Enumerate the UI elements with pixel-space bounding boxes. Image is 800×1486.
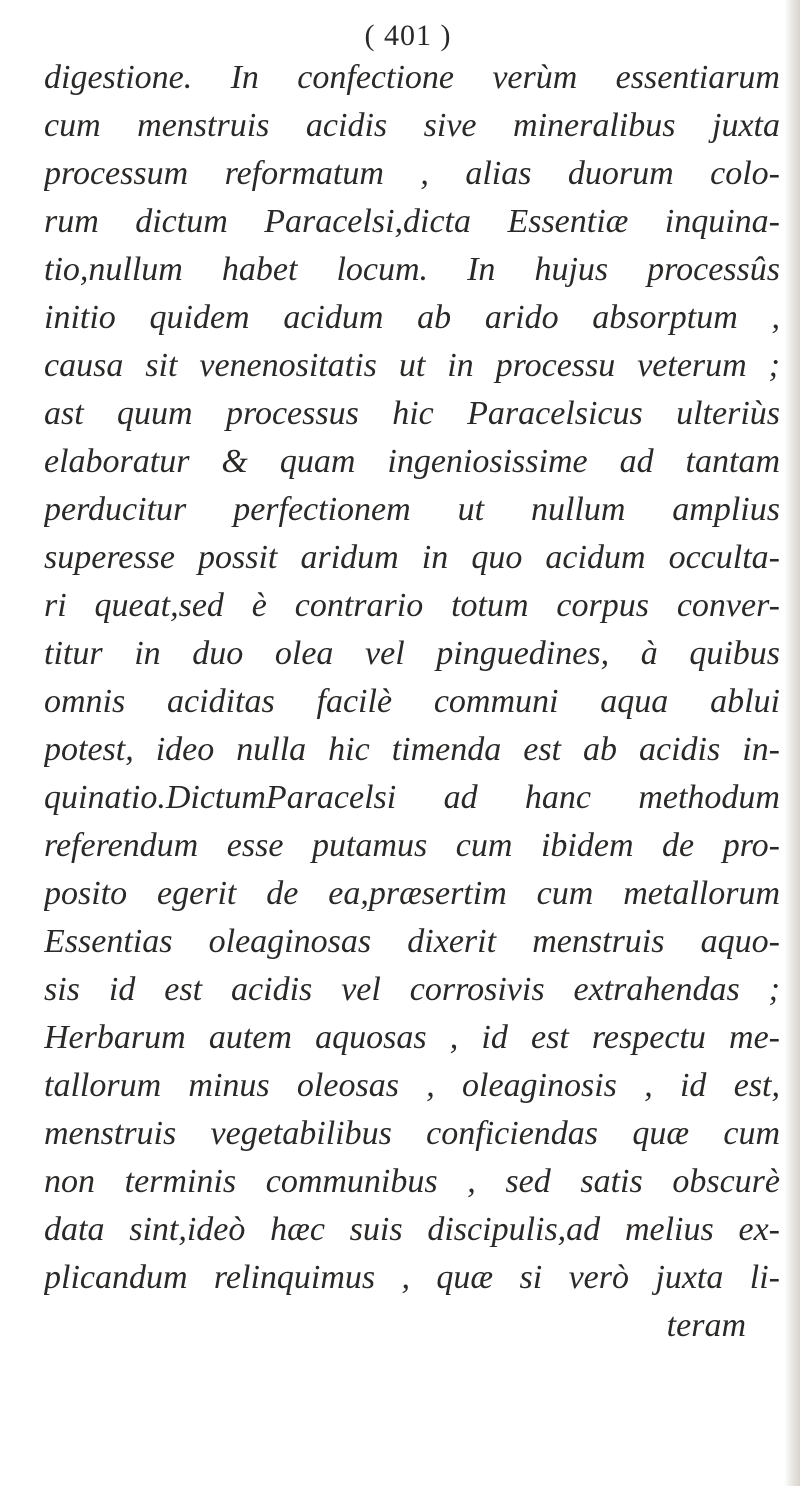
text-line: menstruis vegetabilibus conficiendas quæ cum <box>44 1115 780 1152</box>
text-line: superesse possit aridum in quo acidum occulta- <box>44 539 780 576</box>
text-line: Herbarum autem aquosas , id est respectu me- <box>44 1019 780 1056</box>
text-line: non terminis communibus , sed satis obscurè <box>44 1163 780 1200</box>
text-line: titur in duo olea vel pinguedines, à quibus <box>44 635 780 672</box>
text-line: data sint,ideò hæc suis discipulis,ad melius ex- <box>44 1211 780 1248</box>
text-line: posito egerit de ea,præsertim cum metallorum <box>44 875 780 912</box>
text-line: potest, ideo nulla hic timenda est ab acidis in- <box>44 731 780 768</box>
text-line: digestione. In confectione verùm essentiarum <box>44 59 780 96</box>
text-line: rum dictum Paracelsi,dicta Essentiæ inquina- <box>44 203 780 240</box>
page-number: ( 401 ) <box>364 19 452 52</box>
text-line: processum reformatum , alias duorum colo- <box>44 155 780 192</box>
text-line: ast quum processus hic Paracelsicus ulteriùs <box>44 395 780 432</box>
text-line: quinatio.DictumParacelsi ad hanc methodum <box>44 779 780 816</box>
text-line: sis id est acidis vel corrosivis extrahendas ; <box>44 971 780 1008</box>
page-edge-shadow <box>784 0 800 1486</box>
text-line: tallorum minus oleosas , oleaginosis , id est, <box>44 1067 780 1104</box>
text-line: elaboratur & quam ingeniosissime ad tantam <box>44 443 780 480</box>
text-line: perducitur perfectionem ut nullum amplius <box>44 491 780 528</box>
text-line: initio quidem acidum ab arido absorptum , <box>44 299 780 336</box>
text-line: causa sit venenositatis ut in processu veterum ; <box>44 347 780 384</box>
text-line: plicandum relinquimus , quæ si verò juxta li- <box>44 1259 780 1296</box>
text-line: tio,nullum habet locum. In hujus processûs <box>44 251 780 288</box>
text-line: ri queat,sed è contrario totum corpus conver- <box>44 587 780 624</box>
text-line: Essentias oleaginosas dixerit menstruis aquo- <box>44 923 780 960</box>
body-text <box>44 54 780 1350</box>
text-line: omnis aciditas facilè communi aqua ablui <box>44 683 780 720</box>
text-line-catchword: teram <box>666 1307 746 1344</box>
text-line: referendum esse putamus cum ibidem de pro- <box>44 827 780 864</box>
text-line: cum menstruis acidis sive mineralibus juxta <box>44 107 780 144</box>
